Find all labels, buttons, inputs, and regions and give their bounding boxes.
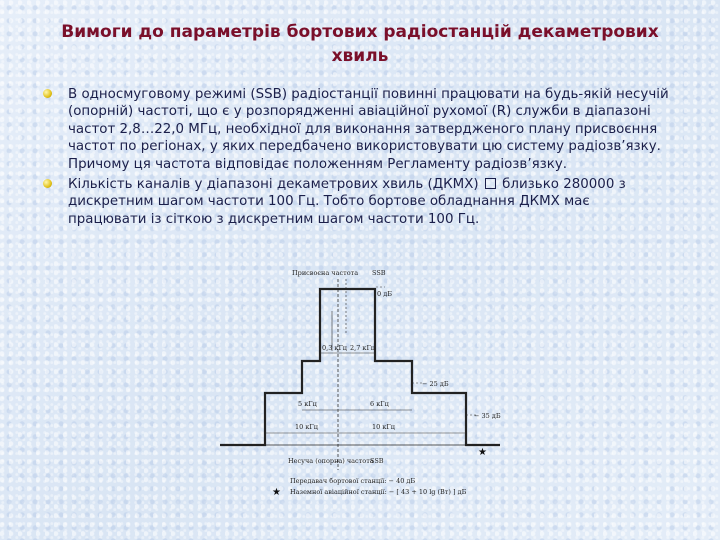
bottom-ssb-label: SSB bbox=[370, 457, 384, 465]
bullet-text-ssb: В односмуговому режимі (SSB) радіостанції повинні працювати на будь-якій несучій (опорній) частоті, що є у розпорядженні авіаційної рухомої (R) служби в діапазоні частот 2,8…22,0 МГц, необхідної для виконання затвердженого плану присвоєння частот по регіонах, у яких передбачено використовувати цю систему радіозв’язку. Причому ця частота відповідає положенням Регламенту радіозв’язку. bbox=[68, 87, 669, 172]
carrier-frequency-label: Несуча (опорна) частота bbox=[288, 457, 374, 465]
top-ssb-label: SSB bbox=[372, 269, 386, 277]
slide-title: Вимоги до параметрів бортових радіостанцій декаметрових хвиль bbox=[61, 22, 659, 66]
bullet-item-channels bbox=[40, 176, 670, 228]
level-0db-label: 0 дБ bbox=[377, 290, 392, 298]
box-placeholder-icon bbox=[485, 178, 496, 189]
bullet-icon bbox=[43, 89, 52, 98]
bullet-list bbox=[40, 86, 670, 231]
level-35db-label: − 35 дБ bbox=[474, 412, 501, 420]
legend-line-1: Передавач бортової станції: − 40 дБ bbox=[290, 477, 416, 485]
inner-right-label: 2,7 кГц bbox=[350, 344, 375, 352]
bullet-item-ssb bbox=[40, 86, 670, 173]
star-marker-icon: ★ bbox=[478, 447, 487, 458]
level-25db-label: − 25 дБ bbox=[422, 380, 449, 388]
mid-left-label: 5 кГц bbox=[298, 400, 317, 408]
star-marker-icon: ★ bbox=[272, 487, 281, 498]
assigned-frequency-label: Присвоєна частота bbox=[292, 269, 359, 277]
bullet-text-channels-b: близько 280000 з дискретним шагом частоти 100 Гц. Тобто бортове обладнання ДКМХ має працювати із сіткою з дискретним шагом частоти 100 Гц. bbox=[68, 177, 626, 227]
outer-right-label: 10 кГц bbox=[372, 423, 395, 431]
mid-right-label: 6 кГц bbox=[370, 400, 389, 408]
inner-left-label: 0,3 кГц bbox=[322, 344, 347, 352]
outer-left-label: 10 кГц bbox=[295, 423, 318, 431]
spectrum-mask-outline bbox=[220, 289, 500, 445]
bullet-text-channels-a: Кількість каналів у діапазоні декаметрових хвиль (ДКМХ) bbox=[68, 177, 479, 193]
legend-line-2: Наземної авіаційної станції: − [ 43 + 10 lg (Вт) ] дБ bbox=[290, 488, 467, 496]
bullet-icon bbox=[43, 179, 52, 188]
ssb-spectrum-mask-diagram bbox=[200, 265, 520, 533]
